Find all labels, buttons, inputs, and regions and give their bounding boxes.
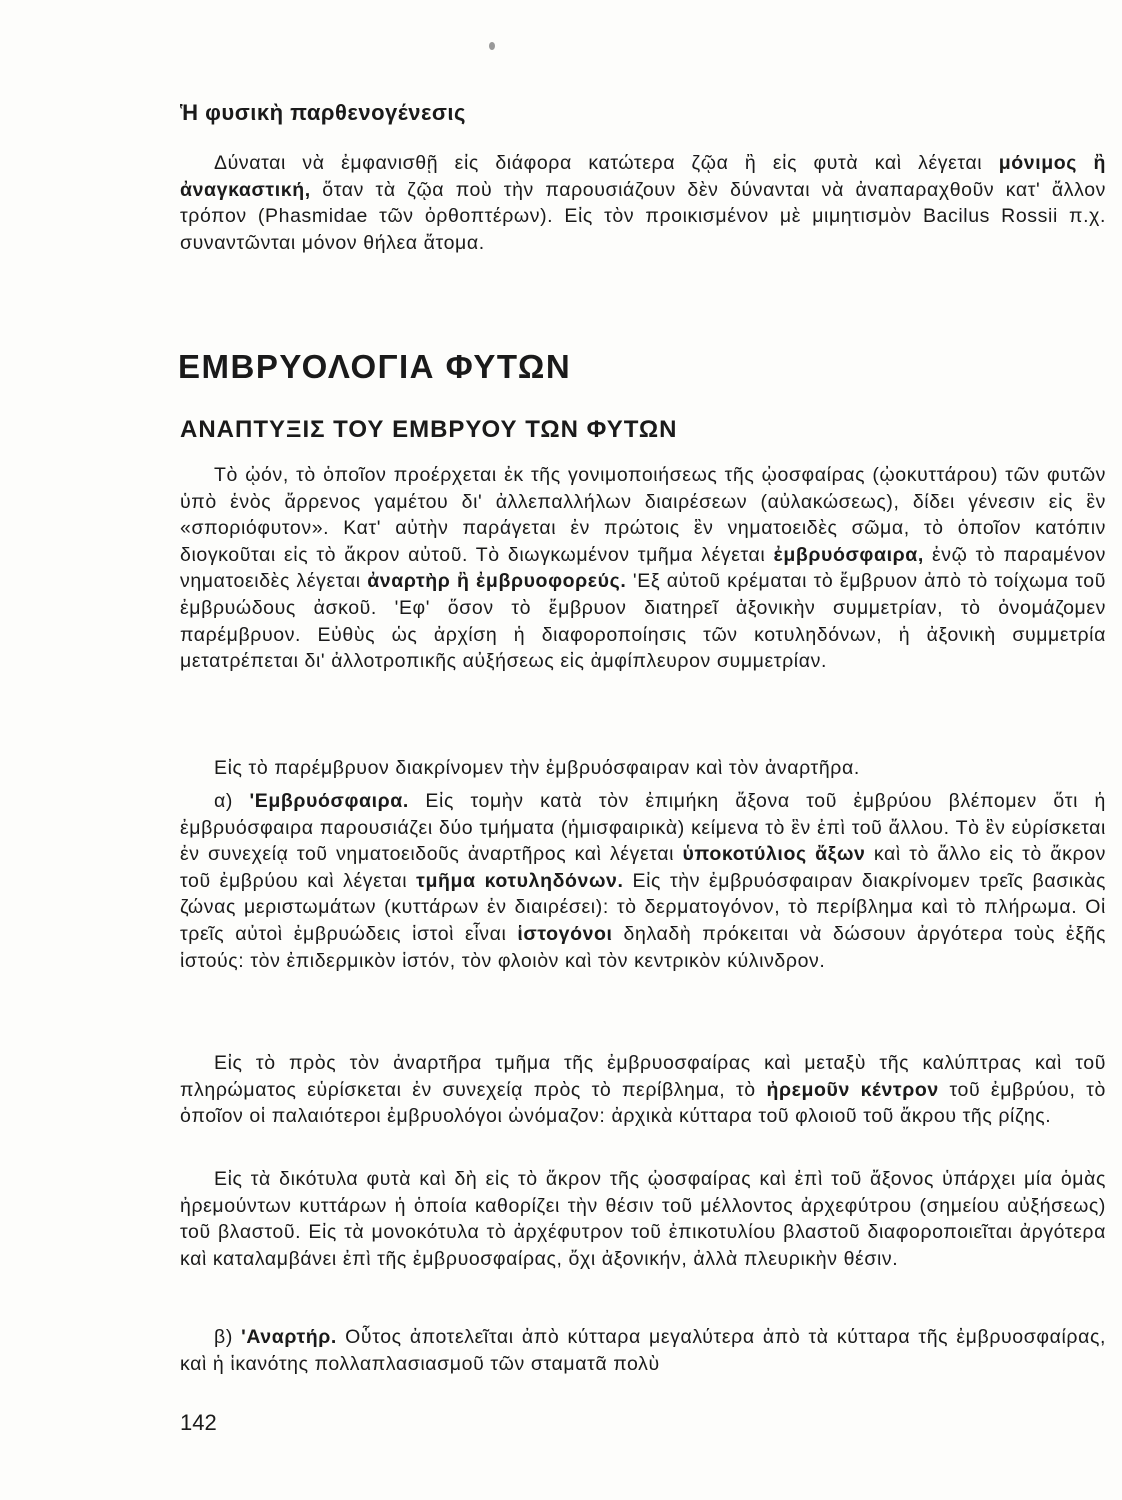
section-heading-parthenogenesis: Ἡ φυσικὴ παρθενογένεσις bbox=[180, 100, 466, 125]
paragraph-embryo-sphere: α) 'Εμβρυόσφαιρα. Εἰς τομὴν κατὰ τὸν ἐπιμήκη ἄξονα τοῦ ἐμβρύου βλέπομεν ὅτι ἡ ἐμβρυόσφαιρα παρουσιάζει δύο τμήματα (ἡμισφαιρικὰ) κείμενα τὸ ἓν ἐπὶ τοῦ ἄλλου. Τὸ ἓν εὑρίσκεται ἐν συνεχείᾳ τοῦ νηματοειδοῦς ἀναρτῆρος καὶ λέγεται ὑποκοτύλιος ἄξων καὶ τὸ ἄλλο εἰς τὸ ἄκρον τοῦ ἐμβρύου καὶ λέγεται τμῆμα κοτυληδόνων. Εἰς τὴν ἐμβρυόσφαιραν διακρίνομεν τρεῖς βασικὰς ζώνας μεριστωμάτων (κυττάρων ἐν διαιρέσει): τὸ δερματογόνον, τὸ περίβλημα καὶ τὸ πλήρωμα. Οἱ τρεῖς αὐτοὶ ἐμβρυώδεις ἱστοὶ εἶναι ἱστογόνοι δηλαδὴ πρόκειται νὰ δώσουν ἀργότερα τοὺς ἑξῆς ἱστούς: τὸν ἐπιδερμικὸν ἱστόν, τὸν φλοιὸν καὶ τὸν κεντρικὸν κύλινδρον. bbox=[180, 790, 1106, 972]
bold-term: ἱστογόνοι bbox=[517, 922, 613, 945]
sub-title: ΑΝΑΠΤΥΞΙΣ ΤΟΥ ΕΜΒΡΥΟΥ ΤΩΝ ΦΥΤΩΝ bbox=[180, 416, 678, 443]
bold-term: μόνιμος ἢ ἀναγκαστική, bbox=[180, 152, 1106, 201]
paragraph-suspensor: β) 'Αναρτήρ. Οὗτος ἀποτελεῖται ἀπὸ κύτταρα μεγαλύτερα ἀπὸ τὰ κύτταρα τῆς ἐμβρυοσφαίρας, καὶ ἡ ἱκανότης πολλαπλασιασμοῦ τῶν σταματᾶ πολὺ bbox=[180, 1326, 1106, 1375]
bold-term: 'Αναρτήρ. bbox=[241, 1326, 337, 1348]
paragraph-parthenogenesis: Δύναται νὰ ἐμφανισθῇ εἰς διάφορα κατώτερα ζῷα ἢ εἰς φυτὰ καὶ λέγεται μόνιμος ἢ ἀναγκαστική, ὅταν τὰ ζῷα ποὺ τὴν παρουσιάζουν δὲν δύνανται νὰ ἀναπαραχθοῦν κατ' ἄλλον τρόπον (Phasmidae τῶν ὀρθοπτέρων). Εἰς τὸν προικισμένον μὲ μιμητισμὸν Bacilus Rossii π.χ. συναντῶνται μόνον θήλεα ἄτομα. bbox=[180, 152, 1106, 254]
bold-term: ἠρεμοῦν κέντρον bbox=[766, 1078, 939, 1101]
bold-term: 'Εμβρυόσφαιρα. bbox=[249, 790, 409, 812]
chapter-title: ΕΜΒΡΥΟΛΟΓΙΑ ΦΥΤΩΝ bbox=[178, 348, 572, 385]
paragraph-dicots-monocots: Εἰς τὰ δικότυλα φυτὰ καὶ δὴ εἰς τὸ ἄκρον τῆς ᾠοσφαίρας καὶ ἐπὶ τοῦ ἄξονος ὑπάρχει μία ὁμὰς ἠρεμούντων κυττάρων ἡ ὁποία καθορίζει τὴν θέσιν τοῦ μέλλοντος ἀρχεφύτρου (σημείου αὐξήσεως) τοῦ βλαστοῦ. Εἰς τὰ μονοκότυλα τὸ ἀρχέφυτρον τοῦ ἐπικοτυλίου βλαστοῦ διαφοροποιεῖται ἀργότερα καὶ καταλαμβάνει ἐπὶ τῆς ἐμβρυοσφαίρας, ὄχι ἀξονικήν, ἀλλὰ πλευρικὴν θέσιν. bbox=[180, 1168, 1106, 1270]
bold-term: ἐμβρυόσφαιρα, bbox=[773, 543, 924, 566]
bold-term: τμῆμα κοτυληδόνων. bbox=[416, 869, 624, 892]
bold-term: ὑποκοτύλιος ἄξων bbox=[682, 843, 866, 866]
bold-term: ἀναρτὴρ ἢ ἐμβρυοφορεύς. bbox=[367, 570, 627, 593]
paragraph-embryo-development: Τὸ ᾠόν, τὸ ὁποῖον προέρχεται ἐκ τῆς γονιμοποιήσεως τῆς ᾠοσφαίρας (ᾠοκυττάρου) τῶν φυτῶν ὑπὸ ἑνὸς ἄρρενος γαμέτου δι' ἀλλεπαλλήλων διαιρέσεων (αὐλακώσεως), δίδει γένεσιν εἰς ἓν «σποριόφυτον». Κατ' αὐτὴν παράγεται ἐν πρώτοις ἓν νηματοειδὲς σῶμα, τὸ ὁποῖον κατόπιν διογκοῦται εἰς τὸ ἄκρον αὐτοῦ. Τὸ διωγκωμένον τμῆμα λέγεται ἐμβρυόσφαιρα, ἐνῷ τὸ παραμένον νηματοειδὲς λέγεται ἀναρτὴρ ἢ ἐμβρυοφορεύς. 'Εξ αὐτοῦ κρέμαται τὸ ἔμβρυον ἀπὸ τὸ τοίχωμα τοῦ ἐμβρυώδους ἀσκοῦ. 'Εφ' ὅσον τὸ ἔμβρυον διατηρεῖ ἀξονικὴν συμμετρίαν, τὸ ὀνομάζομεν παρέμβρυον. Εὐθὺς ὡς ἀρχίση ἡ διαφοροποίησις τῶν κοτυληδόνων, ἡ ἀξονικὴ συμμετρία μετατρέπεται δι' ἀλλοτροπικῆς αὐξήσεως εἰς ἀμφίπλευρον συμμετρίαν. bbox=[180, 464, 1106, 673]
ink-speck bbox=[489, 42, 495, 50]
paragraph-preembryo: Εἰς τὸ παρέμβρυον διακρίνομεν τὴν ἐμβρυόσφαιραν καὶ τὸν ἀναρτῆρα. bbox=[214, 757, 860, 779]
paragraph-quiescent-center: Εἰς τὸ πρὸς τὸν ἀναρτῆρα τμῆμα τῆς ἐμβρυοσφαίρας καὶ μεταξὺ τῆς καλύπτρας καὶ τοῦ πληρώματος εὑρίσκεται ἐν συνεχείᾳ πρὸς τὸ περίβλημα, τὸ ἠρεμοῦν κέντρον τοῦ ἐμβρύου, τὸ ὁποῖον οἱ παλαιότεροι ἐμβρυολόγοι ὠνόμαζον: ἀρχικὰ κύτταρα τοῦ φλοιοῦ τοῦ ἄκρου τῆς ρίζης. bbox=[180, 1052, 1106, 1128]
page-number: 142 bbox=[180, 1410, 217, 1435]
